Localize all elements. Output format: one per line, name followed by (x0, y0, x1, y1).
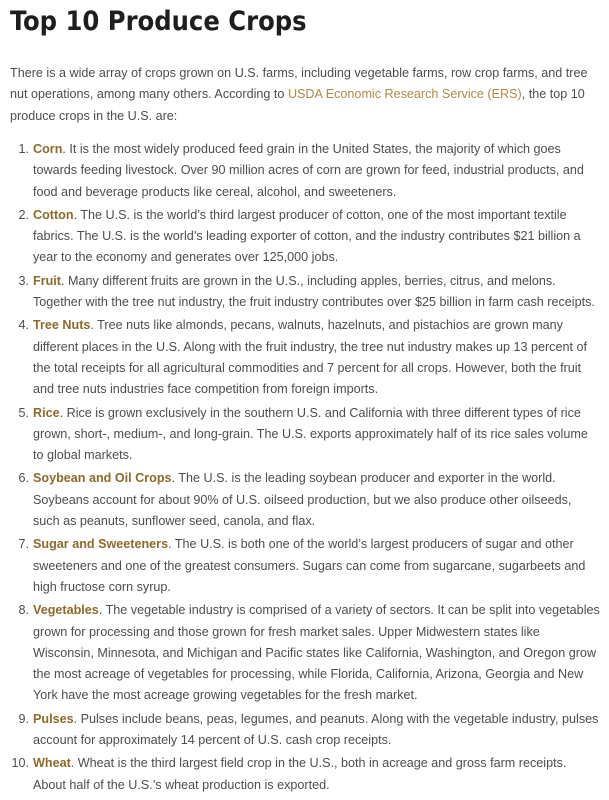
list-number: 5. (18, 405, 29, 420)
list-item-soybean-oil-crops (18, 468, 601, 532)
list-item-rice (18, 403, 601, 467)
crop-name: Fruit (33, 273, 61, 288)
page-title: Top 10 Produce Crops (10, 6, 307, 37)
list-number: 6. (18, 471, 29, 486)
list-number: 8. (18, 603, 29, 618)
list-item-vegetables (18, 600, 601, 706)
list-item-tree-nuts (18, 315, 601, 400)
crop-description: . The U.S. is the leading soybean producer and exporter in the world. Soybeans account for about 90% of U.S. oilseed production, but we also produce other oilseeds, such as peanuts, sunflower seed, canola, and flax. (33, 471, 572, 529)
list-number: 10. (11, 756, 29, 771)
list-item-sugar-sweeteners (18, 534, 601, 598)
list-number: 9. (18, 711, 29, 726)
intro-paragraph (10, 63, 602, 127)
crop-name: Cotton (33, 207, 74, 222)
intro-text-start: There is a wide array of crops grown on U.S. farms, including vegetable farms, row crop farms, and tree nut operations, among many others. According to (10, 66, 588, 102)
crop-description: . Tree nuts like almonds, pecans, walnuts, hazelnuts, and pistachios are grown many different places in the U.S. Along with the fruit industry, the tree nut industry makes up 13 percent of the total receipts for all agricultural commodities and 7 percent for all crops. However, both the fruit and tree nuts industries face competition from foreign imports. (33, 318, 587, 397)
crop-description: . The U.S. is both one of the world’s largest producers of sugar and other sweeteners and one of the greatest consumers. Sugars can come from sugarcane, sugarbeets and high fructose corn syrup. (33, 537, 586, 594)
list-item-fruit (18, 271, 601, 314)
list-number: 2. (18, 207, 29, 222)
crop-name: Rice (33, 405, 60, 420)
crop-list (0, 139, 601, 798)
crop-description: . Pulses include beans, peas, legumes, and peanuts. Along with the vegetable industry, pulses account for approximately 14 percent of U.S. cash crop receipts. (33, 711, 599, 748)
crop-description: . Many different fruits are grown in the U.S., including apples, berries, citrus, and melons. Together with the tree nut industry, the fruit industry contributes over $25 billion in farm cash receipts. (33, 273, 595, 310)
crop-description: . The vegetable industry is comprised of a variety of sectors. It can be split into vegetables grown for processing and those grown for fresh market sales. Upper Midwestern states like Wisconsin, Minnesota, and Michigan and Pacific states like California, Washington, and Oregon grow the most acreage of vegetables for processing, while Florida, California, Arizona, Georgia and New York have the most acreage growing vegetables for the fresh market. (33, 603, 600, 703)
list-number: 3. (18, 273, 29, 288)
crop-name: Vegetables (33, 603, 99, 618)
intro-text-end: , the top 10 produce crops in the U.S. are: (10, 87, 585, 123)
list-item-wheat (11, 753, 601, 796)
crop-name: Pulses (33, 711, 74, 726)
crop-description: . Wheat is the third largest field crop in the U.S., both in acreage and gross farm receipts. About half of the U.S.’s wheat production is exported. (33, 756, 567, 792)
crop-name: Sugar and Sweeteners (33, 537, 169, 552)
list-number: 4. (18, 318, 29, 333)
crop-description: . The U.S. is the world’s third largest producer of cotton, one of the most important textile fabrics. The U.S. is the world’s leading exporter of cotton, and the industry contributes $21 billion a year to the economy and generates over 125,000 jobs. (33, 207, 581, 265)
list-item-corn (18, 139, 601, 203)
list-item-pulses (18, 709, 601, 752)
crop-name: Soybean and Oil Crops (33, 471, 172, 486)
usda-ers-link[interactable]: USDA Economic Research Service (ERS) (287, 87, 522, 102)
list-number: 7. (18, 537, 29, 552)
crop-name: Corn (33, 142, 63, 156)
crop-description: . It is the most widely produced feed grain in the United States, the majority of which goes towards feeding livestock. Over 90 million acres of corn are grown for feed, industrial products, and food and beverage products like cereal, alcohol, and sweeteners. (33, 142, 584, 199)
list-item-cotton (18, 205, 601, 269)
crop-name: Wheat (33, 756, 71, 771)
crop-name: Tree Nuts (33, 318, 91, 333)
list-number: 1. (18, 142, 29, 156)
crop-description: . Rice is grown exclusively in the southern U.S. and California with three different types of rice grown, short-, medium-, and long-grain. The U.S. exports approximately half of its rice sales volume to global markets. (33, 405, 588, 463)
